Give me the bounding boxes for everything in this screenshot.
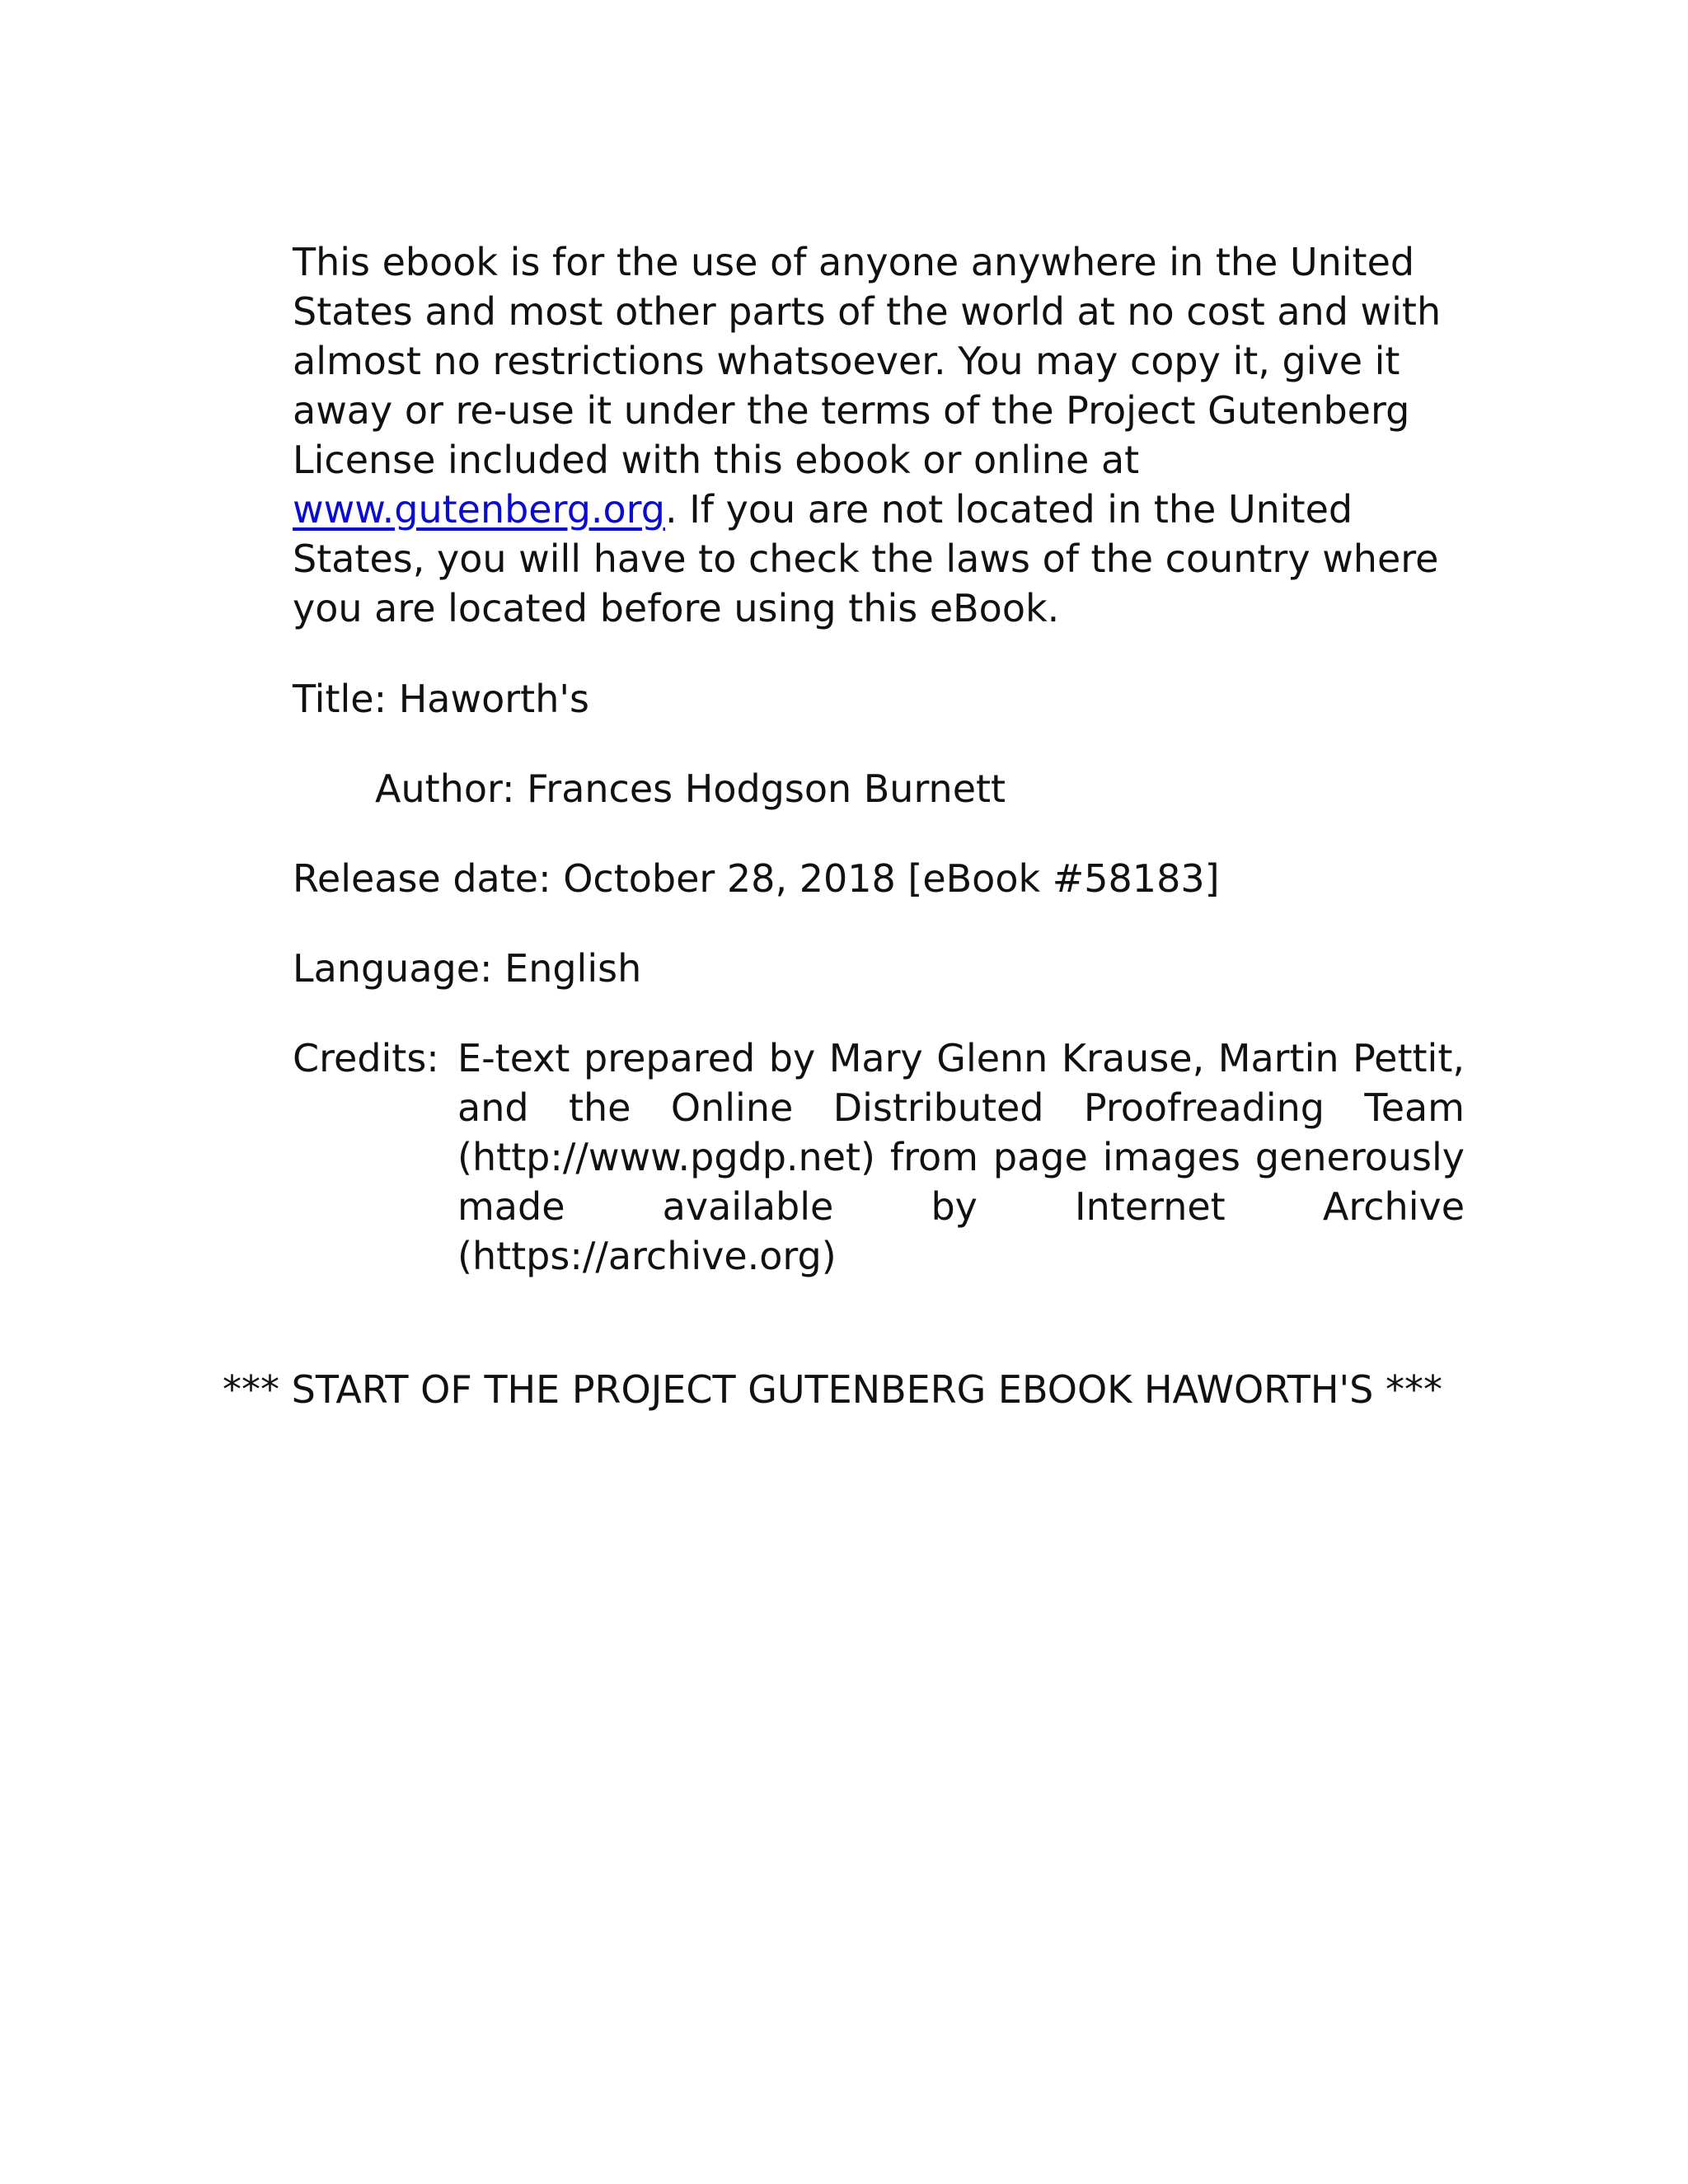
license-text-start: This ebook is for the use of anyone anywhere in the United States and most other parts of the world at no cost and with almost no restrictions whatsoever. You may copy it, give it away or re-use it under the terms of the Project Gutenberg License included with this ebook or online at	[293, 240, 1442, 482]
license-paragraph	[293, 237, 1463, 633]
gutenberg-link[interactable]: www.gutenberg.org	[293, 487, 665, 532]
credits-label: Credits:	[293, 1036, 439, 1080]
credits-text: E-text prepared by Mary Glenn Krause, Martin Pettit, and the Online Distributed Proofreading Team (http://www.pgdp.net) from page images generously made available by Internet Archive (https://archive.org)	[457, 1036, 1465, 1278]
title-line: Title: Haworth's	[293, 677, 589, 721]
author-line: Author: Frances Hodgson Burnett	[375, 766, 1006, 811]
language-line: Language: English	[293, 946, 642, 991]
start-of-ebook-marker: *** START OF THE PROJECT GUTENBERG EBOOK HAWORTH'S ***	[223, 1367, 1442, 1412]
release-date-line: Release date: October 28, 2018 [eBook #58183]	[293, 856, 1220, 901]
license-text-end: . If you are not located in the United States, you will have to check the laws of the country where you are located before using this eBook.	[293, 487, 1439, 630]
